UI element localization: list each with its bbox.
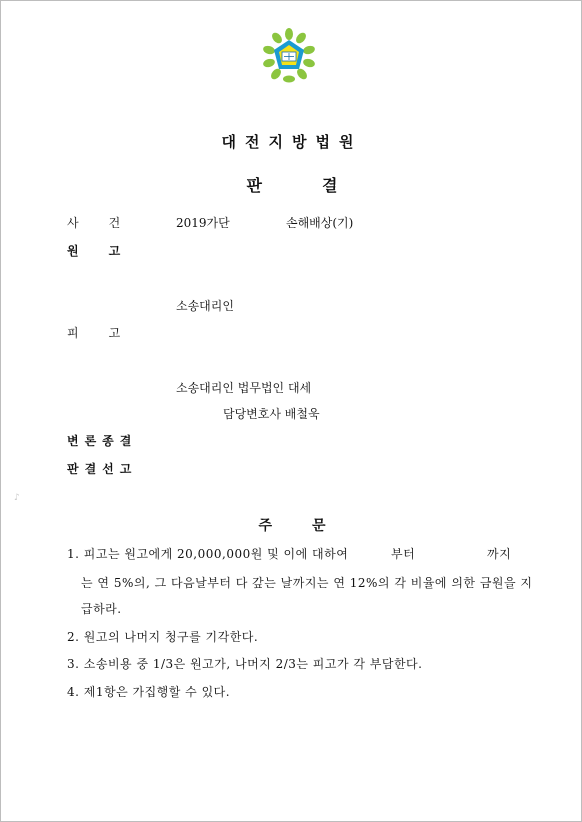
defendant-agent: 소송대리인 법무법인 대세 <box>176 381 312 395</box>
plaintiff-agent: 소송대리인 <box>176 299 234 313</box>
case-name: 손해배상(기) <box>286 216 354 230</box>
order-item-3: 3. 소송비용 중 1/3은 원고가, 나머지 2/3는 피고가 각 부담한다. <box>67 657 423 671</box>
hearing-end-label: 변론종결 <box>67 434 138 448</box>
order-item-1-line-1a: 1. 피고는 원고에게 20,000,000원 및 이에 대하여 <box>67 547 349 561</box>
order-title: 주문 <box>258 518 366 534</box>
order-item-1-line-3: 급하라. <box>81 602 122 616</box>
order-item-1-line-1b: 부터 <box>391 547 416 561</box>
case-label: 사건 <box>67 216 151 230</box>
judgment-date-label: 판결선고 <box>67 462 138 476</box>
order-item-1-line-1c: 까지 <box>487 547 512 561</box>
defendant-label: 피고 <box>67 326 151 340</box>
document-title: 판결 <box>246 176 398 195</box>
order-item-4: 4. 제1항은 가집행할 수 있다. <box>67 685 231 699</box>
margin-mark: ♪ <box>14 493 20 503</box>
case-number: 2019가단 <box>176 216 230 230</box>
order-item-2: 2. 원고의 나머지 청구를 기각한다. <box>67 630 259 644</box>
order-item-1-line-2: 는 연 5%의, 그 다음날부터 다 갚는 날까지는 연 12%의 각 비율에 의한 금원을 지 <box>81 576 533 590</box>
court-name: 대전지방법원 <box>221 133 363 151</box>
defendant-attorney: 담당변호사 배철욱 <box>223 407 320 421</box>
plaintiff-label: 원고 <box>67 244 151 258</box>
court-emblem-icon <box>261 28 317 84</box>
